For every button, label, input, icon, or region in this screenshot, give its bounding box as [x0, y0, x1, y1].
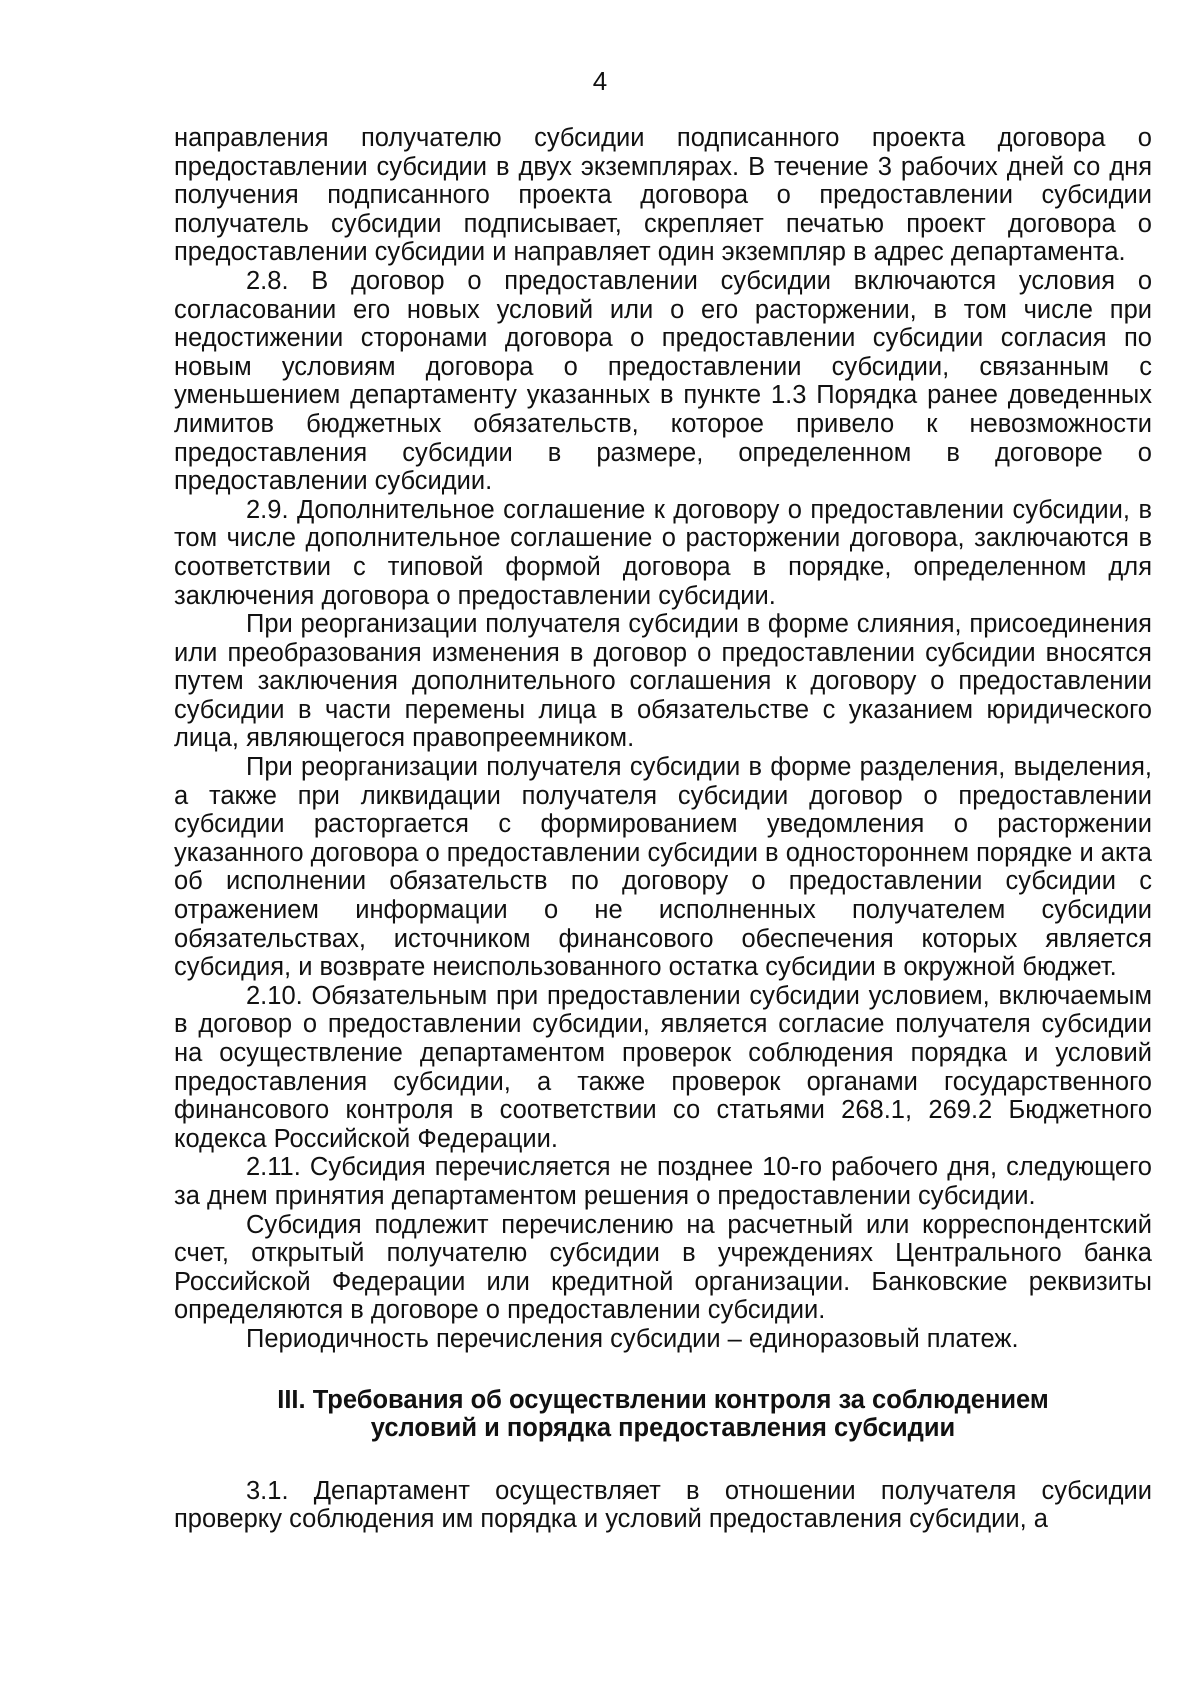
- section-heading-line-2: условий и порядка предоставления субсидии: [370, 1414, 956, 1443]
- paragraph-3-1: 3.1. Департамент осуществляет в отношении получателя субсидии проверку соблюдения им порядка и условий предоставления субсидии, а: [174, 1476, 1152, 1534]
- paragraph-continuation: направления получателю субсидии подписанного проекта договора о предоставлении субсидии в двух экземплярах. В течение 3 рабочих дней со дня получения подписанного проекта договора о предоставлении субсидии получатель субсидии подписывает, скрепляет печатью проект договора о предоставлении субсидии и направляет один экземпляр в адрес департамента.: [174, 124, 1152, 267]
- paragraph-2-8: 2.8. В договор о предоставлении субсидии включаются условия о согласовании его новых условий или о его расторжении, в том числе при недостижении сторонами договора о предоставлении субсидии согласия по новым условиям договора о предоставлении субсидии, связанным с уменьшением департаменту указанных в пункте 1.3 Порядка ранее доведенных лимитов бюджетных обязательств, которое привело к невозможности предоставления субсидии в размере, определенном в договоре о предоставлении субсидии.: [174, 266, 1152, 496]
- paragraph-2-11: 2.11. Субсидия перечисляется не позднее 10-го рабочего дня, следующего за днем принятия департаментом решения о предоставлении субсидии.: [174, 1153, 1152, 1210]
- paragraph-payment-frequency: Периодичность перечисления субсидии – единоразовый платеж.: [246, 1324, 1019, 1353]
- document-body: [174, 124, 1152, 1534]
- section-heading: [174, 1386, 1152, 1443]
- page-number: 4: [592, 66, 608, 96]
- paragraph-reorganization-division: При реорганизации получателя субсидии в форме разделения, выделения, а также при ликвидации получателя субсидии договор о предоставлении субсидии расторгается с формированием уведомления о расторжении указанного договора о предоставлении субсидии в одностороннем порядке и акта об исполнении обязательств по договору о предоставлении субсидии с отражением информации о не исполненных получателем субсидии обязательствах, источником финансового обеспечения которых является субсидия, и возврате неиспользованного остатка субсидии в окружной бюджет.: [174, 753, 1152, 982]
- paragraph-bank-account: Субсидия подлежит перечислению на расчетный или корреспондентский счет, открытый получателю субсидии в учреждениях Центрального банка Российской Федерации или кредитной организации. Банковские реквизиты определяются в договоре о предоставлении субсидии.: [174, 1210, 1152, 1325]
- paragraph-reorganization-merger: При реорганизации получателя субсидии в форме слияния, присоединения или преобразования изменения в договор о предоставлении субсидии вносятся путем заключения дополнительного соглашения к договору о предоставлении субсидии в части перемены лица в обязательстве с указанием юридического лица, являющегося правопреемником.: [174, 610, 1152, 753]
- paragraph-2-10: 2.10. Обязательным при предоставлении субсидии условием, включаемым в договор о предоставлении субсидии, является согласие получателя субсидии на осуществление департаментом проверок соблюдения порядка и условий предоставления субсидии, а также проверок органами государственного финансового контроля в соответствии со статьями 268.1, 269.2 Бюджетного кодекса Российской Федерации.: [174, 981, 1152, 1153]
- section-heading-line-1: III. Требования об осуществлении контроля за соблюдением: [277, 1385, 1049, 1414]
- paragraph-2-9: 2.9. Дополнительное соглашение к договору о предоставлении субсидии, в том числе дополнительное соглашение о расторжении договора, заключаются в соответствии с типовой формой договора в порядке, определенном для заключения договора о предоставлении субсидии.: [174, 495, 1152, 610]
